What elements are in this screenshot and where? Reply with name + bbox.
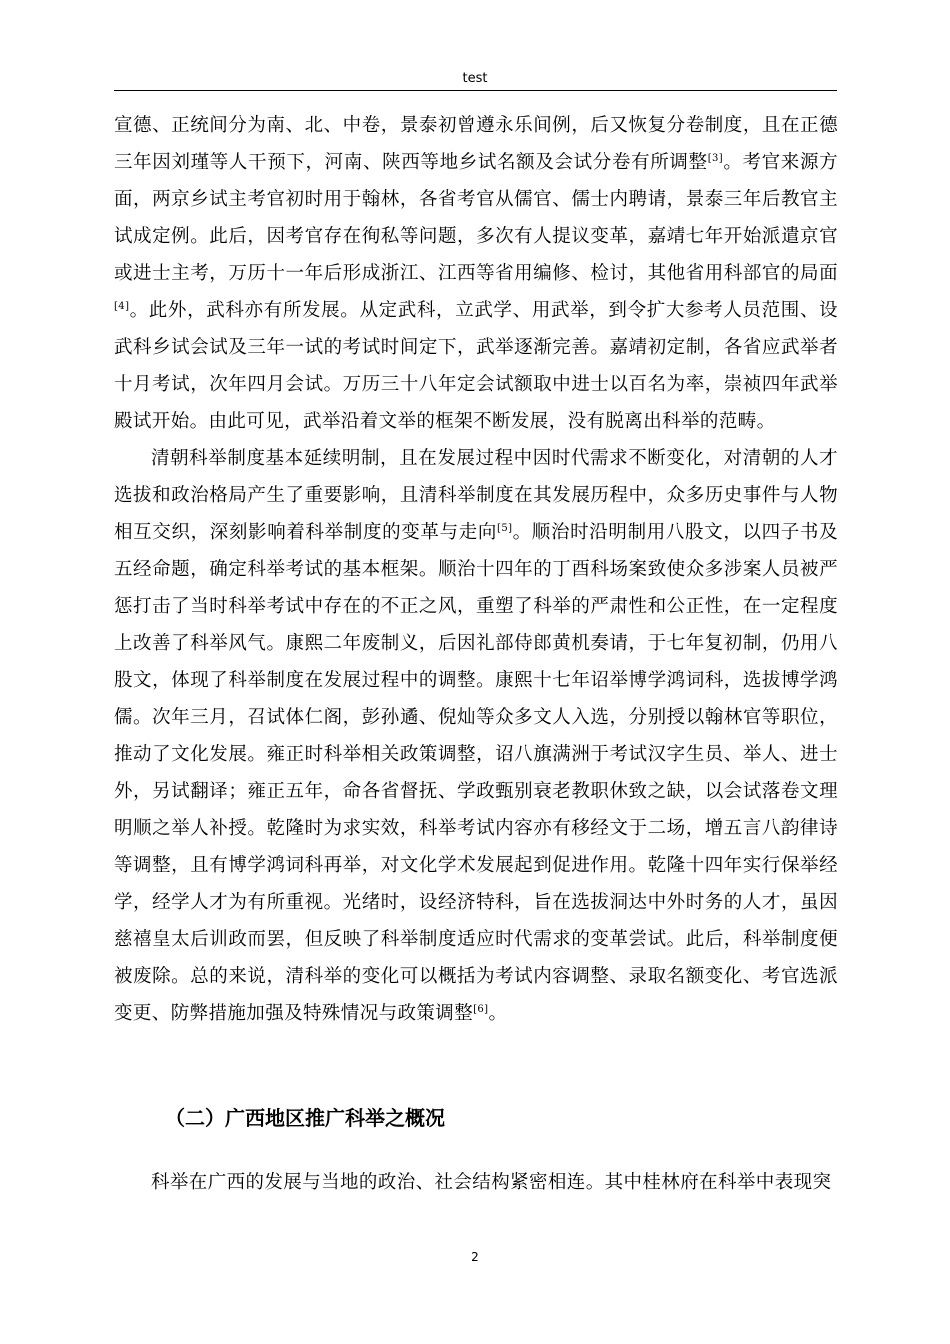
header-rule	[114, 90, 837, 91]
citation-ref: [6]	[473, 1004, 489, 1015]
paragraph-text: 清朝科举制度基本延续明制，且在发展过程中因时代需求不断变化，对清朝的人才选拔和政治格局产生了重要影响，且清科举制度在其发展历程中，众多历史事件与人物相互交织，深刻影响着科举制度的变革与走向	[114, 448, 838, 543]
citation-ref: [4]	[114, 301, 130, 312]
body-text	[114, 107, 838, 1032]
paragraph-text: 宣德、正统间分为南、北、中卷，景泰初曾遵永乐间例，后又恢复分卷制度，且在正德三年因刘瑾等人干预下，河南、陕西等地乡试名额及会试分卷有所调整	[114, 115, 838, 173]
section-heading: （二）广西地区推广科举之概况	[165, 1106, 445, 1130]
paragraph-text: 。考官来源方面，两京乡试主考官初时用于翰林，各省考官从儒官、儒士内聘请，景泰三年后教官主试成定例。此后，因考官存在徇私等问题，多次有人提议变革，嘉靖七年开始派遣京官或进士主考，万历十一年后形成浙江、江西等省用编修、检讨，其他省用科部官的局面	[114, 152, 839, 284]
paragraph-ming-exams	[114, 107, 838, 440]
paragraph-text: 。顺治时沿明制用八股文，以四子书及五经命题，确定科举考试的基本框架。顺治十四年的丁酉科场案致使众多涉案人员被严惩打击了当时科举考试中存在的不正之风，重塑了科举的严肃性和公正性，在一定程度上改善了科举风气。康熙二年废制义，后因礼部侍郎黄机奏请，于七年复初制，仍用八股文，体现了科举制度在发展过程中的调整。康熙十七年诏举博学鸿词科，选拔博学鸿儒。次年三月，召试体仁阁，彭孙遹、倪灿等众多文人入选，分别授以翰林官等职位，推动了文化发展。雍正时科举相关政策调整，诏八旗满洲于考试汉字生员、举人、进士外，另试翻译；雍正五年，命各省督抚、学政甄别衰老教职休致之缺，以会试落卷文理明顺之举人补授。乾隆时为求实效，科举考试内容亦有移经文于二场，增五言八韵律诗等调整，且有博学鸿词科再举，对文化学术发展起到促进作用。乾隆十四年实行保举经学，经学人才为有所重视。光绪时，设经济特科，旨在选拔洞达中外时务的人才，虽因慈禧皇太后训政而罢，但反映了科举制度适应时代需求的变革尝试。此后，科举制度便被废除。总的来说，清科举的变化可以概括为考试内容调整、录取名额变化、考官选派变更、防弊措施加强及特殊情况与政策调整	[114, 522, 838, 1024]
paragraph-text: 。此外，武科亦有所发展。从定武科，立武学、用武举，到令扩大参考人员范围、设武科乡试会试及三年一试的考试时间定下，武举逐渐完善。嘉靖初定制，各省应武举者十月考试，次年四月会试。万历三十八年定会试额取中进士以百名为率，崇祯四年武举殿试开始。由此可见，武举沿着文举的框架不断发展，没有脱离出科举的范畴。	[114, 300, 838, 432]
paragraph-text: 。	[488, 1003, 508, 1024]
paragraph-qing-exams	[114, 440, 838, 1032]
citation-ref: [3]	[707, 153, 724, 164]
page-header: test	[462, 71, 488, 86]
paragraph-guangxi: 科举在广西的发展与当地的政治、社会结构紧密相连。其中桂林府在科举中表现突	[151, 1172, 832, 1193]
citation-ref: [5]	[497, 523, 513, 534]
page-number: 2	[471, 1250, 479, 1264]
